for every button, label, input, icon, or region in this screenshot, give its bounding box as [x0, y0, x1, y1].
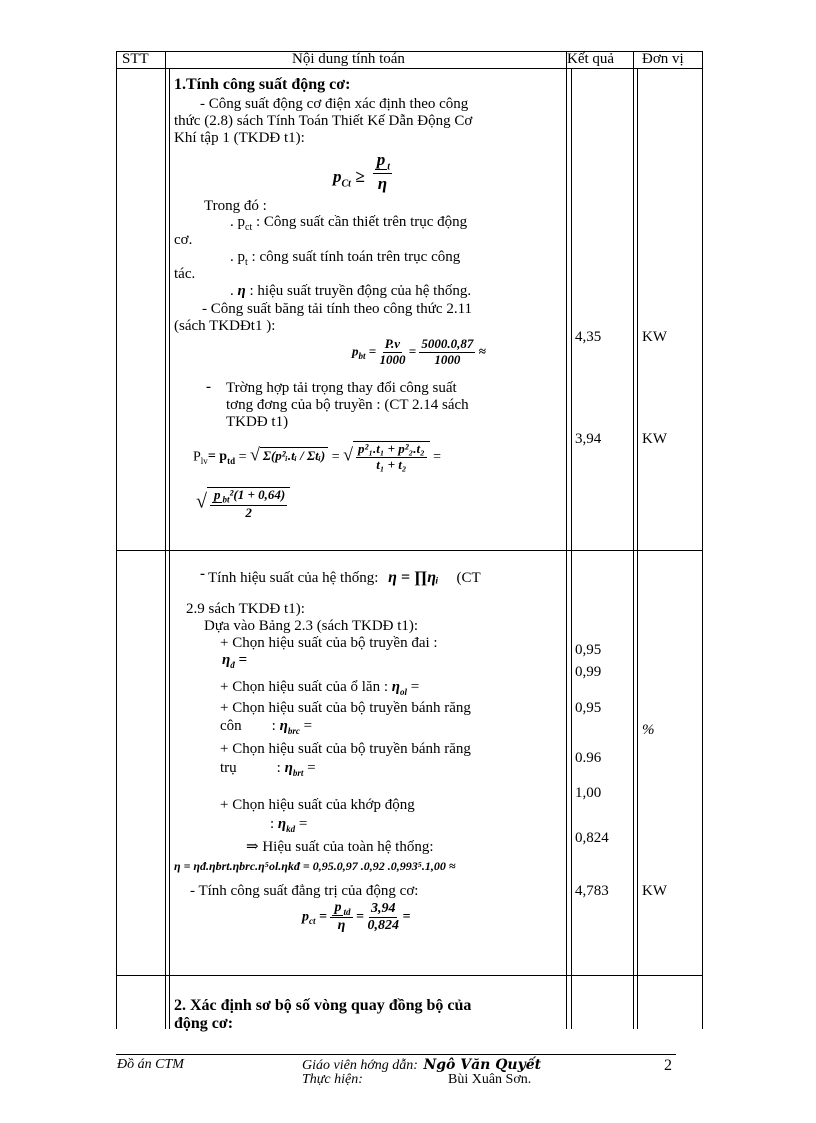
- choice-coupling-sym: : $\eta_{kd}$ =: [270, 816, 308, 834]
- formula-pct-equiv: $p_{ct}$ = $\frac{p _{td}}{\eta}$ = $\frac{3,94}{0,824}$ =: [302, 900, 411, 934]
- choice-coupling: + Chọn hiệu suất của khớp động: [220, 797, 415, 813]
- var-line-2: tơng đơng của bộ truyền : (CT 2.14 sách: [226, 397, 469, 413]
- section2-title-2: động cơ:: [174, 1015, 234, 1032]
- eff-line-2: 2.9 sách TKDĐ t1):: [186, 601, 305, 617]
- choice-belt-sym: $\eta_đ$ =: [222, 652, 248, 670]
- table-ref: Dựa vào Bảng 2.3 (sách TKDĐ t1):: [204, 618, 419, 634]
- total-formula: η = ηđ.ηbrt.ηbrc.η⁵ol.ηkđ = 0,95.0,97 .0,92 .0,993⁵.1,00 ≈: [174, 859, 456, 873]
- header-unit: Đơn vị: [642, 51, 684, 67]
- page-number: 2: [664, 1057, 672, 1074]
- formula-pct: $p_{Ct}$ ≥ $\frac{p _t}{\eta}$: [333, 150, 391, 193]
- var-line-3: TKDĐ t1): [226, 414, 289, 430]
- choice-spur-cont: trụ : $\eta_{brt}$ =: [220, 760, 316, 778]
- unit-plv: KW: [642, 431, 667, 447]
- result-plv: 3,94: [575, 431, 602, 447]
- header-stt: STT: [122, 51, 149, 67]
- result-spur: 0.96: [575, 750, 602, 766]
- header-result: Kết quả: [567, 51, 615, 67]
- section1-title: 1.Tính công suất động cơ:: [174, 76, 351, 93]
- intro-line-2: thức (2.8) sách Tính Toán Thiết Kế Dẫn Động Cơ: [174, 113, 473, 129]
- result-total-eff: 0,824: [575, 830, 609, 846]
- unit-pbt: KW: [642, 329, 667, 345]
- choice-belt: + Chọn hiệu suất của bộ truyền đai :: [220, 635, 438, 651]
- def-pct-cont: cơ.: [174, 232, 193, 248]
- formula-plv-cont: √ $\frac{p _{bt}^2(1 + 0,64)}{2}$: [196, 487, 290, 521]
- eff-lead: Tính hiệu suất của hệ thống: η = ∏ηᵢ (CT: [208, 569, 481, 586]
- belt-line-1: - Công suất băng tải tính theo công thức 2.11: [202, 301, 473, 317]
- intro-line-3: Khí tập 1 (TKDĐ t1):: [174, 130, 305, 146]
- intro-line-1: - Công suất động cơ điện xác định theo công: [200, 96, 469, 112]
- header-content: Nội dung tính toán: [292, 51, 405, 67]
- choice-bevel: + Chọn hiệu suất của bộ truyền bánh răng: [220, 700, 471, 716]
- def-pt: . $p_t$ : công suất tính toán trên trục công: [230, 249, 461, 268]
- section2-title-1: 2. Xác định sơ bộ số vòng quay đồng bộ của: [174, 997, 472, 1014]
- choice-bearing: + Chọn hiệu suất của ổ lăn : $\eta_{ol}$ =: [220, 679, 420, 697]
- choice-spur: + Chọn hiệu suất của bộ truyền bánh răng: [220, 741, 471, 757]
- where-label: Trong đó :: [204, 198, 267, 214]
- var-line-1: Trờng hợp tải trọng thay đổi công suất: [226, 380, 457, 396]
- bullet-dash-2: -: [200, 566, 205, 582]
- footer-rule: [116, 1054, 676, 1055]
- result-bevel: 0,95: [575, 700, 602, 716]
- result-belt: 0,95: [575, 642, 602, 658]
- formula-pbt: $p_{bt}$ = $\frac{P.v}{1000}$ = $\frac{5000.0,87}{1000}$ ≈: [352, 336, 486, 367]
- equiv-power: - Tính công suất đẳng trị của động cơ:: [190, 883, 419, 899]
- unit-kw-equiv: KW: [642, 883, 667, 899]
- formula-plv: $P_{lv}= p_{td}$ = √ Σ(p²ᵢ.tᵢ / Σtᵢ) = √ $\frac{\text{p²₁.t₁ + p²₂.t₂}}{\text{t₁ + t₂}}$ =: [193, 441, 442, 472]
- result-pbt: 4,35: [575, 329, 602, 345]
- footer-performer-name: Bùi Xuân Sơn.: [448, 1072, 532, 1087]
- result-bearing: 0,99: [575, 664, 602, 680]
- unit-percent: %: [642, 722, 655, 738]
- choice-bevel-cont: côn : $\eta_{brc}$ =: [220, 718, 313, 736]
- result-coupling: 1,00: [575, 785, 602, 801]
- footer-performer-label: Thực hiện:: [302, 1072, 363, 1087]
- def-eta: . η : hiệu suất truyền động của hệ thống.: [230, 283, 472, 299]
- footer-project: Đồ án CTM: [117, 1057, 184, 1072]
- def-pt-cont: tác.: [174, 266, 196, 282]
- footer-teacher: Giáo viên hớng dẫn: Ngô Văn Quyết: [302, 1057, 542, 1073]
- def-pct: . $p_{ct}$ : Công suất cần thiết trên trục động: [230, 214, 468, 233]
- total-eff: ⇒ Hiệu suất của toàn hệ thống:: [246, 839, 434, 855]
- belt-line-2: (sách TKDĐt1 ):: [174, 318, 276, 334]
- bullet-dash: -: [206, 379, 211, 395]
- result-equiv-power: 4,783: [575, 883, 609, 899]
